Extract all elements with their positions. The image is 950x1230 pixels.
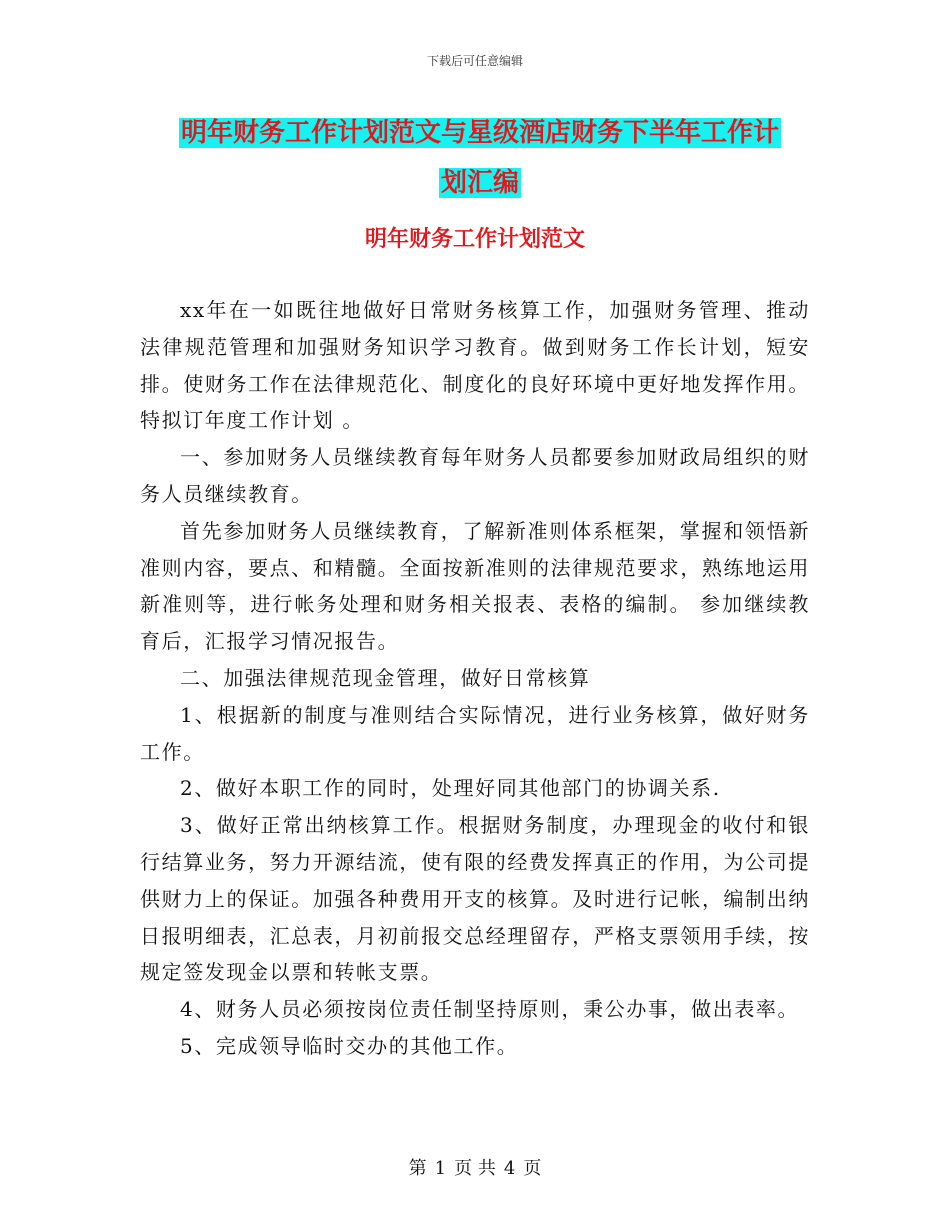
paragraph-item-2: 二、加强法律规范现金管理，做好日常核算 bbox=[180, 665, 591, 690]
paragraph-subitem-2: 2、做好本职工作的同时，处理好同其他部门的协调关系. bbox=[180, 776, 721, 801]
document-body bbox=[140, 292, 810, 1065]
paragraph-subitem-4: 4、财务人员必须按岗位责任制坚持原则，秉公办事，做出表率。 bbox=[180, 997, 800, 1022]
section-title: 明年财务工作计划范文 bbox=[364, 227, 585, 252]
footer-total-pages: 4 bbox=[503, 1158, 516, 1179]
paragraph-item-1: 一、参加财务人员继续教育每年财务人员都要参加财政局组织的财务人员继续教育。 bbox=[140, 445, 810, 506]
paragraph-subitem-5: 5、完成领导临时交办的其他工作。 bbox=[180, 1033, 519, 1058]
paragraph-item-1-detail: 首先参加财务人员继续教育，了解新准则体系框架，掌握和领悟新准则内容，要点、和精髓。全面按新准则的法律规范要求，熟练地运用新准则等，进行帐务处理和财务相关报表、表格的编制。 参加继续教育后，汇报学习情况报告。 bbox=[140, 518, 810, 654]
document-title-line1: 明年财务工作计划范文与星级酒店财务下半年工作计 bbox=[180, 118, 779, 148]
paragraph-subitem-1: 1、根据新的制度与准则结合实际情况，进行业务核算，做好财务工作。 bbox=[140, 702, 810, 764]
header-note: 下载后可任意编辑 bbox=[426, 54, 523, 68]
footer-label-end: 页 bbox=[523, 1158, 542, 1179]
document-title bbox=[140, 108, 820, 208]
footer-current-page: 1 bbox=[434, 1158, 447, 1179]
document-title-line2: 划汇编 bbox=[440, 168, 519, 198]
page-footer bbox=[0, 1154, 950, 1180]
paragraph-subitem-3: 3、做好正常出纳核算工作。根据财务制度，办理现金的收付和银行结算业务，努力开源结流，使有限的经费发挥真正的作用，为公司提供财力上的保证。加强各种费用开支的核算。及时进行记帐，编制出纳日报明细表，汇总表，月初前报交总经理留存，严格支票领用手续，按规定签发现金以票和转帐支票。 bbox=[140, 813, 810, 985]
footer-label-of: 页 共 bbox=[454, 1158, 496, 1179]
footer-label-page: 第 bbox=[408, 1158, 427, 1179]
paragraph-intro: xx年在一如既往地做好日常财务核算工作，加强财务管理、推动法律规范管理和加强财务知识学习教育。做到财务工作长计划，短安排。使财务工作在法律规范化、制度化的良好环境中更好地发挥作用。特拟订年度工作计划 。 bbox=[140, 298, 810, 433]
